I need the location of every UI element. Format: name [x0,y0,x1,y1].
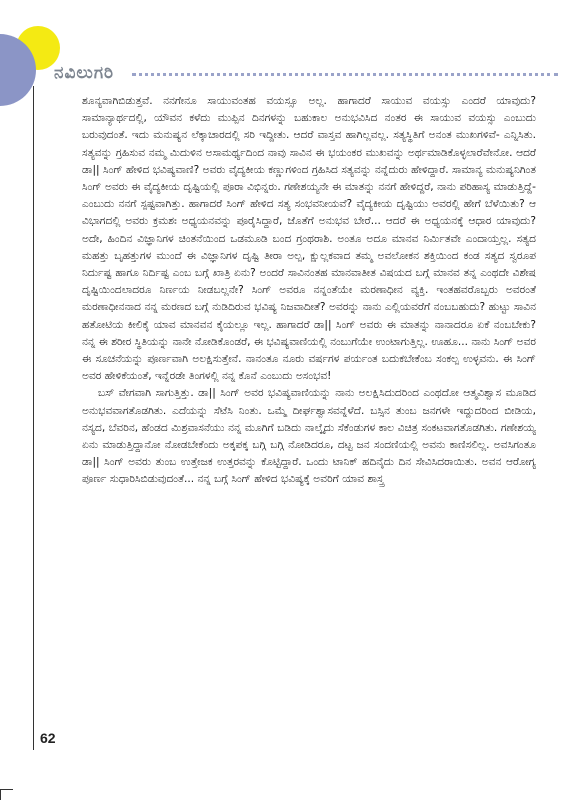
paragraph-1: ಶೂನ್ಯವಾಗಿಬಿಡುತ್ತವೆ. ನನಗೇನೂ ಸಾಯುವಂತಹ ವಯಸ್ಸೂ ಅಲ್ಲ. ಹಾಗಾದರೆ ಸಾಯುವ ವಯಸ್ಸು ಎಂದರೆ ಯಾವುದು? ಸಾಮಾನ್ಯಾರ್ಥದಲ್ಲಿ, ಯೌವನ ಕಳೆದು ಮುಪ್ಪಿನ ದಿನಗಳನ್ನು ಬಹುಕಾಲ ಅನುಭವಿಸಿದ ನಂತರ ಈ ಸಾಯುವ ವಯಸ್ಸು ಎಂಬುದು ಬರುವುದಂತೆ. ಇದು ಮನುಷ್ಯನ ಲೆಕ್ಕಾಚಾರದಲ್ಲಿ ಸರಿ ಇದ್ದೀತು. ಆದರೆ ವಾಸ್ತವ ಹಾಗಿಲ್ಲವಲ್ಲ. ಸತ್ಯಸ್ಥಿತಿಗೆ ಅನಂತ ಮುಖಗಳಿವೆ- ಎನ್ನಿಸಿತು. ಸತ್ಯವನ್ನು ಗ್ರಹಿಸುವ ನಮ್ಮ ಮಿದುಳಿನ ಅಸಾಮರ್ಥ್ಯದಿಂದ ನಾವು ಸಾವಿನ ಈ ಭಯಂಕರ ಮುಖವನ್ನು ಅರ್ಥಮಾಡಿಕೊಳ್ಳಲಾರೆವೇನೋ. ಆದರೆ ಡಾ|| ಸಿಂಗ್ ಹೇಳಿದ ಭವಿಷ್ಯವಾಣಿ? ಅವರು ವೈದ್ಯಕೀಯ ಕಣ್ಣುಗಳಿಂದ ಗ್ರಹಿಸಿದ ಸತ್ಯವನ್ನು ನನ್ನೆದುರು ಹೇಳಿದ್ದಾರೆ. ಸಾಮಾನ್ಯ ಮನುಷ್ಯನಿಗಿಂತ ಸಿಂಗ್ ಅವರು ಈ ವೈದ್ಯಕೀಯ ದೃಷ್ಟಿಯಲ್ಲಿ ಪೂರಾ ವಿಭಿನ್ನರು. ಗಣೇಶಯ್ಯನೇ ಈ ಮಾತನ್ನು ನನಗೆ ಹೇಳಿದ್ದರೆ, ನಾನು ಪರಿಹಾಸ್ಯ ಮಾಡುತ್ತಿದ್ದೆ-ಎಂಬುದು ನನಗೆ ಸ್ಪಷ್ಟವಾಗಿತ್ತು. ಹಾಗಾದರೆ ಸಿಂಗ್ ಹೇಳಿದ ಸತ್ಯ ಸಂಭವನೀಯವೆ? ವೈದ್ಯಕೀಯ ದೃಷ್ಟಿಯು ಅವರಲ್ಲಿ ಹೇಗೆ ಬೆಳೆಯಿತು? ಆ ವಿಭಾಗದಲ್ಲಿ ಅವರು ಕ್ರಮಶಃ ಅಧ್ಯಯನವನ್ನು ಪೂರೈಸಿದ್ದಾರೆ, ಜೊತೆಗೆ ಅನುಭವ ಬೇರೆ... ಆದರೆ ಈ ಅಧ್ಯಯನಕ್ಕೆ ಆಧಾರ ಯಾವುದು? ಅದೇ, ಹಿಂದಿನ ವಿಜ್ಞಾನಿಗಳ ಚಿಂತನೆಯಿಂದ ಒಡಮೂಡಿ ಬಂದ ಗ್ರಂಥರಾಶಿ. ಅಂತೂ ಅದೂ ಮಾನವ ನಿರ್ಮಿತವೇ ಎಂದಾಯ್ತಲ್ಲ. ಸತ್ಯದ ಮಹತ್ತು ಬೃಹತ್ತುಗಳ ಮುಂದೆ ಈ ವಿಜ್ಞಾನಿಗಳ ದೃಷ್ಟಿ ತೀರಾ ಅಲ್ಪ, ಕ್ಷುಲ್ಲಕವಾದ ತಮ್ಮ ಅವಲೋಕನ ಶಕ್ತಿಯಿಂದ ಕಂಡ ಸತ್ಯದ ಸ್ವರೂಪ ನಿರ್ದುಷ್ಟ ಹಾಗೂ ನಿರ್ದಿಷ್ಟ ಎಂಬ ಬಗ್ಗೆ ಖಾತ್ರಿ ಏನು? ಅಂದರೆ ಸಾವಿನಂತಹ ಮಾನವಾತೀತ ವಿಷಯದ ಬಗ್ಗೆ ಮಾನವ ತನ್ನ ಎಂಥದೇ ವಿಶೇಷ ದೃಷ್ಟಿಯಿಂದಲಾದರೂ ನಿರ್ಣಯ ನೀಡಬಲ್ಲನೇ? ಸಿಂಗ್ ಅವರೂ ನನ್ನಂತೆಯೇ ಮರಣಾಧೀನ ವ್ಯಕ್ತಿ. ಇಂತಹವರೊಬ್ಬರು ಅವರಂತೆ ಮರಣಾಧೀನನಾದ ನನ್ನ ಮರಣದ ಬಗ್ಗೆ ನುಡಿದಿರುವ ಭವಿಷ್ಯ ನಿಜವಾದೀತೆ? ಅವರನ್ನು ನಾನು ಎಲ್ಲಿಯವರೆಗೆ ನಂಬಬಹುದು? ಹುಟ್ಟು ಸಾವಿನ ಹತೋಟಿಯ ಕೀಲಿಕೈ ಯಾವ ಮಾನವನ ಕೈಯಲ್ಲೂ ಇಲ್ಲ. ಹಾಗಾದರೆ ಡಾ|| ಸಿಂಗ್ ಅವರು ಈ ಮಾತನ್ನು ನಾನಾದರೂ ಏಕೆ ನಂಬಬೇಕು? ನನ್ನ ಈ ಶರೀರ ಸ್ಥಿತಿಯನ್ನು ನಾನೇ ನೋಡಿಕೊಂಡರೆ, ಈ ಭವಿಷ್ಯವಾಣಿಯಲ್ಲಿ ನಂಬುಗೆಯೇ ಉಂಟಾಗುತ್ತಿಲ್ಲ. ಊಹೂ... ನಾನು ಸಿಂಗ್ ಅವರ ಈ ಸೂಚನೆಯನ್ನು ಪೂರ್ಣವಾಗಿ ಅಲಕ್ಷಿಸುತ್ತೇನೆ. ನಾನಂತೂ ನೂರು ವರ್ಷಗಳ ಪರ್ಯಂತ ಬದುಕಬೇಕೆಂಬ ಸಂಕಲ್ಪ ಉಳ್ಳವನು. ಈ ಸಿಂಗ್ ಅವರ ಹೇಳಿಕೆಯಂತೆ, ಇನ್ನೆರಡೇ ತಿಂಗಳಲ್ಲಿ ನನ್ನ ಕೊನೆ ಎಂಬುದು ಅಸಂಭವ! [82,95,536,383]
page-number: 62 [40,730,56,746]
running-header-title: ನವಿಲುಗರಿ [54,63,115,83]
left-margin-rule [33,86,34,750]
body-text [82,93,536,696]
paragraph-2: ಬಸ್ ವೇಗವಾಗಿ ಸಾಗುತ್ತಿತ್ತು. ಡಾ|| ಸಿಂಗ್ ಅವರ ಭವಿಷ್ಯವಾಣಿಯನ್ನು ನಾನು ಅಲಕ್ಷಿಸಿದುದರಿಂದ ಎಂಥದೋ ಆತ್ಮವಿಶ್ವಾಸ ಮೂಡಿದ ಅನುಭವವಾಗತೊಡಗಿತು. ಎದೆಯನ್ನು ಸೆಟೆಸಿ ನಿಂತು. ಒಮ್ಮೆ ದೀರ್ಘಶ್ವಾಸವನ್ನೆಳೆದೆ. ಬಸ್ಸಿನ ತುಂಬ ಜನಗಳೇ ಇದ್ದುದರಿಂದ ಬೀಡಿಯ, ನಸ್ಯದ, ಬೆವರಿನ, ಹೆಂಡದ ಮಿಶ್ರವಾಸನೆಯು ನನ್ನ ಮೂಗಿಗೆ ಬಡಿದು ನಾಲ್ಕೈದು ಸೆಕೆಂಡುಗಳ ಕಾಲ ವಿಚಿತ್ರ ಸಂಕಟವಾಗತೊಡಗಿತು. ಗಣೇಶಯ್ಯ ಏನು ಮಾಡುತ್ತಿದ್ದಾನೋ ನೋಡಬೇಕೆಂದು ಅಕ್ಕಪಕ್ಕ ಬಗ್ಗಿ ಬಗ್ಗಿ ನೋಡಿದರೂ, ದಟ್ಟ ಜನ ಸಂದಣಿಯಲ್ಲಿ ಅವನು ಕಾಣಿಸಲಿಲ್ಲ. ಅವಸಿಗಂತೂ ಡಾ|| ಸಿಂಗ್ ಅವರು ತುಂಬ ಉತ್ತೇಜಕ ಉತ್ತರವನ್ನು ಕೊಟ್ಟಿದ್ದಾರೆ. ಒಂದು ಟಾನಿಕ್ ಹದಿನೈದು ದಿನ ಸೇವಿಸಿದರಾಯಿತು. ಅವನ ಆರೋಗ್ಯ ಪೂರ್ಣ ಸುಧಾರಿಸಿಬಿಡುವುದಂತೆ... ನನ್ನ ಬಗ್ಗೆ ಸಿಂಗ್ ಹೇಳಿದ ಭವಿಷ್ಯಕ್ಕೆ ಅವರಿಗೆ ಯಾವ ಶಾಸ್ತ್ರ [82,387,536,486]
crop-mark [0,789,13,800]
header-dotted-rule [132,73,558,76]
